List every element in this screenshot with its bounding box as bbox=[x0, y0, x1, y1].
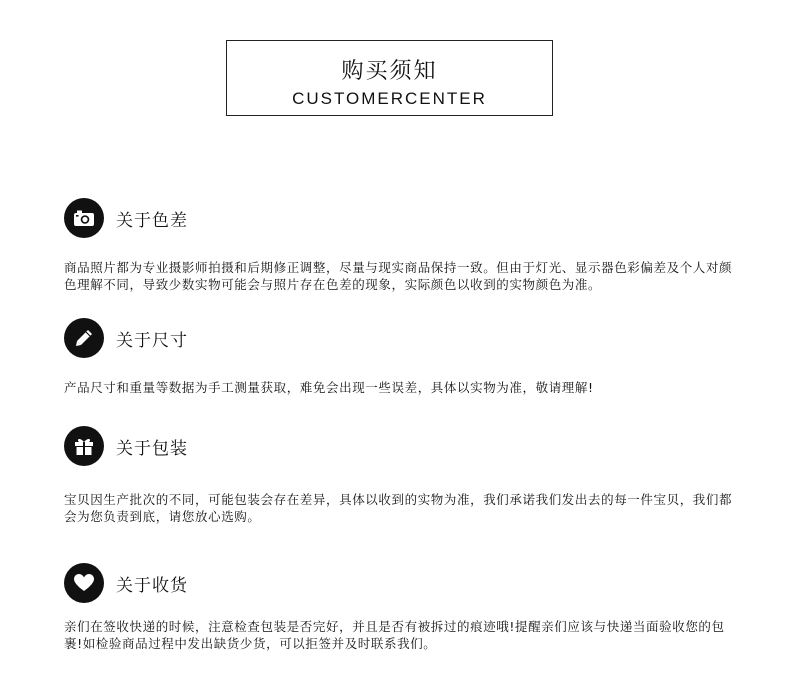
gift-icon bbox=[64, 426, 104, 466]
section-title: 关于色差 bbox=[116, 211, 188, 231]
section-text: 产品尺寸和重量等数据为手工测量获取，难免会出现一些误差，具体以实物为准，敬请理解! bbox=[64, 380, 594, 395]
camera-icon bbox=[64, 198, 104, 238]
heart-icon bbox=[64, 563, 104, 603]
section-title: 关于收货 bbox=[116, 576, 188, 596]
pencil-icon bbox=[64, 318, 104, 358]
section-size bbox=[64, 318, 744, 395]
section-color-difference bbox=[64, 198, 744, 292]
section-receiving bbox=[64, 563, 744, 651]
section-header bbox=[64, 563, 744, 603]
section-title: 关于包装 bbox=[116, 439, 188, 459]
section-text: 亲们在签收快递的时候，注意检查包装是否完好，并且是否有被拆过的痕迹哦!提醒亲们应该与快递当面验收您的包裹!如检验商品过程中发出缺货少货，可以拒签并及时联系我们。 bbox=[64, 619, 725, 651]
section-packaging bbox=[64, 426, 744, 524]
section-text: 宝贝因生产批次的不同，可能包装会存在差异，具体以收到的实物为准，我们承诺我们发出去的每一件宝贝，我们都会为您负责到底，请您放心选购。 bbox=[64, 492, 733, 524]
section-header bbox=[64, 426, 744, 466]
section-text: 商品照片都为专业摄影师拍摄和后期修正调整，尽量与现实商品保持一致。但由于灯光、显示器色彩偏差及个人对颜色理解不同，导致少数实物可能会与照片存在色差的现象，实际颜色以收到的实物颜色为准。 bbox=[64, 260, 733, 292]
section-header bbox=[64, 198, 744, 238]
page-subtitle: CUSTOMERCENTER bbox=[292, 89, 487, 108]
header-box bbox=[226, 40, 553, 116]
section-header bbox=[64, 318, 744, 358]
page-title: 购买须知 bbox=[341, 59, 438, 84]
section-title: 关于尺寸 bbox=[116, 331, 188, 351]
